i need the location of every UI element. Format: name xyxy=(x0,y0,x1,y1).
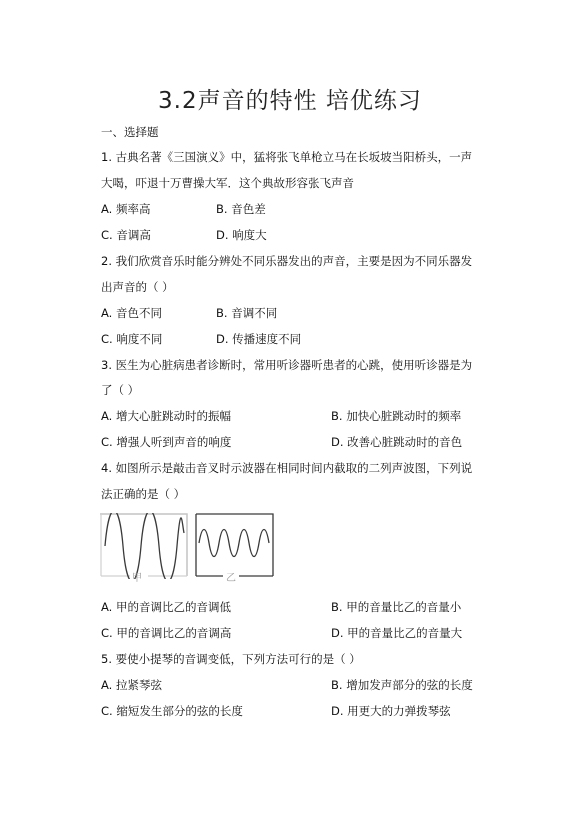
question-3-option-c: C. 增强人听到声音的响度 xyxy=(101,435,232,449)
question-5-option-c: C. 缩短发生部分的弦的长度 xyxy=(101,704,243,718)
waveform-jia-label: 甲 xyxy=(132,573,142,584)
question-1-line-2: 大喝，吓退十万曹操大军．这个典故形容张飞声音 xyxy=(101,176,354,190)
question-2-option-a: A. 音色不同 xyxy=(101,306,162,320)
question-1-option-c: C. 音调高 xyxy=(101,228,151,242)
question-3-line-1: 3. 医生为心脏病患者诊断时，常用听诊器听患者的心跳，使用听诊器是为 xyxy=(101,358,473,372)
waveform-jia-figure xyxy=(100,513,188,583)
waveform-yi-label: 乙 xyxy=(226,573,236,584)
question-4-option-b: B. 甲的音量比乙的音量小 xyxy=(331,600,462,614)
section-heading: 一、选择题 xyxy=(101,125,159,139)
question-2-line-1: 2. 我们欣赏音乐时能分辨处不同乐器发出的声音，主要是因为不同乐器发 xyxy=(101,254,473,268)
question-5-option-d: D. 用更大的力弹拨琴弦 xyxy=(331,704,451,718)
question-4-line-1: 4. 如图所示是敲击音叉时示波器在相同时间内截取的二列声波图，下列说 xyxy=(101,461,473,475)
waveform-jia-graph xyxy=(100,513,188,579)
question-5-option-a: A. 拉紧琴弦 xyxy=(101,678,162,692)
question-2-option-c: C. 响度不同 xyxy=(101,332,163,346)
question-4-line-2: 法正确的是（ ） xyxy=(101,487,186,501)
question-5-option-b: B. 增加发声部分的弦的长度 xyxy=(331,678,473,692)
page-title: 3.2声音的特性 培优练习 xyxy=(158,88,422,114)
question-2-line-2: 出声音的（ ） xyxy=(101,280,174,294)
question-1-option-d: D. 响度大 xyxy=(216,228,267,242)
question-2-option-b: B. 音调不同 xyxy=(216,306,278,320)
question-1-option-a: A. 频率高 xyxy=(101,202,151,216)
question-3-option-b: B. 加快心脏跳动时的频率 xyxy=(331,409,462,423)
question-4-option-a: A. 甲的音调比乙的音调低 xyxy=(101,600,231,614)
waveform-yi-figure xyxy=(195,513,275,583)
question-1-option-b: B. 音色差 xyxy=(216,202,266,216)
question-5-line-1: 5. 要使小提琴的音调变低，下列方法可行的是（ ） xyxy=(101,652,361,666)
question-4-option-c: C. 甲的音调比乙的音调高 xyxy=(101,626,232,640)
question-3-line-2: 了（ ） xyxy=(101,383,140,397)
question-3-option-d: D. 改善心脏跳动时的音色 xyxy=(331,435,463,449)
question-1-line-1: 1. 古典名著《三国演义》中，猛将张飞单枪立马在长坂坡当阳桥头，一声 xyxy=(101,150,473,164)
question-4-option-d: D. 甲的音量比乙的音量大 xyxy=(331,626,463,640)
question-3-option-a: A. 增大心脏跳动时的振幅 xyxy=(101,409,231,423)
question-2-option-d: D. 传播速度不同 xyxy=(216,332,302,346)
